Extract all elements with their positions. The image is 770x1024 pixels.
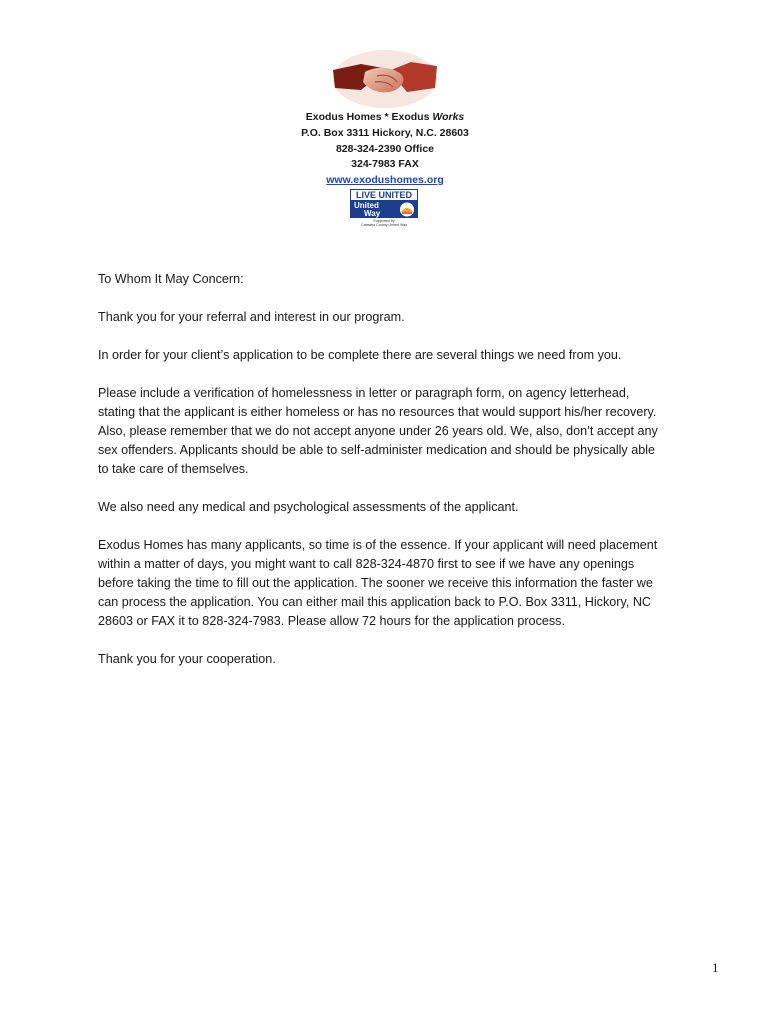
supporter-text: Catawba County United Way (360, 223, 407, 227)
paragraph-line: before taking the time to fill out the application. The sooner we receive this information the faster we (98, 576, 653, 590)
closing: Thank you for your cooperation. (98, 652, 276, 666)
united-text: United (354, 201, 379, 210)
paragraph-2: In order for your client’s application to be complete there are several things we need from you. (98, 348, 622, 362)
paragraph-1: Thank you for your referral and interest in our program. (98, 310, 405, 324)
salutation: To Whom It May Concern: (98, 272, 244, 286)
paragraph-5 (98, 536, 726, 631)
paragraph-line: to take care of themselves. (98, 462, 249, 476)
fax: 324-7983 FAX (351, 158, 419, 171)
paragraph-line: Exodus Homes has many applicants, so time is of the essence. If your applicant will need placement (98, 538, 658, 552)
paragraph-line: Please include a verification of homelessness in letter or paragraph form, on agency letterhead, (98, 386, 630, 400)
paragraph-line: stating that the applicant is either homeless or has no resources that would support his/her recovery. (98, 405, 657, 419)
letterhead-block (240, 110, 530, 189)
united-way-logo (350, 189, 418, 229)
address: P.O. Box 3311 Hickory, N.C. 28603 (301, 126, 469, 139)
way-text: Way (364, 209, 381, 218)
paragraph-line: within a matter of days, you might want to call 828-324-4870 first to see if we have any openings (98, 557, 635, 571)
paragraph-line: 28603 or FAX it to 828-324-7983. Please allow 72 hours for the application process. (98, 614, 565, 628)
paragraph-line: Also, please remember that we do not accept anyone under 26 years old. We, also, don’t accept any (98, 424, 658, 438)
paragraph-3 (98, 384, 726, 479)
org-name: Exodus Homes * Exodus Works (305, 111, 465, 123)
paragraph-4: We also need any medical and psychological assessments of the applicant. (98, 500, 519, 514)
phone: 828-324-2390 Office (335, 142, 435, 155)
united-way-emblem-icon (399, 202, 415, 217)
live-united-text: LIVE UNITED (350, 189, 418, 201)
handshake-logo (331, 48, 439, 110)
letter-body (98, 270, 726, 688)
paragraph-line: sex offenders. Applicants should be able to self-administer medication and should be physically able (98, 443, 656, 457)
supported-by-text: Supported by (373, 219, 395, 223)
page-number: 1 (712, 960, 719, 975)
paragraph-line: can process the application. You can either mail this application back to P.O. Box 3311, Hickory, NC (98, 595, 652, 609)
website-link[interactable]: www.exodushomes.org (326, 174, 444, 187)
